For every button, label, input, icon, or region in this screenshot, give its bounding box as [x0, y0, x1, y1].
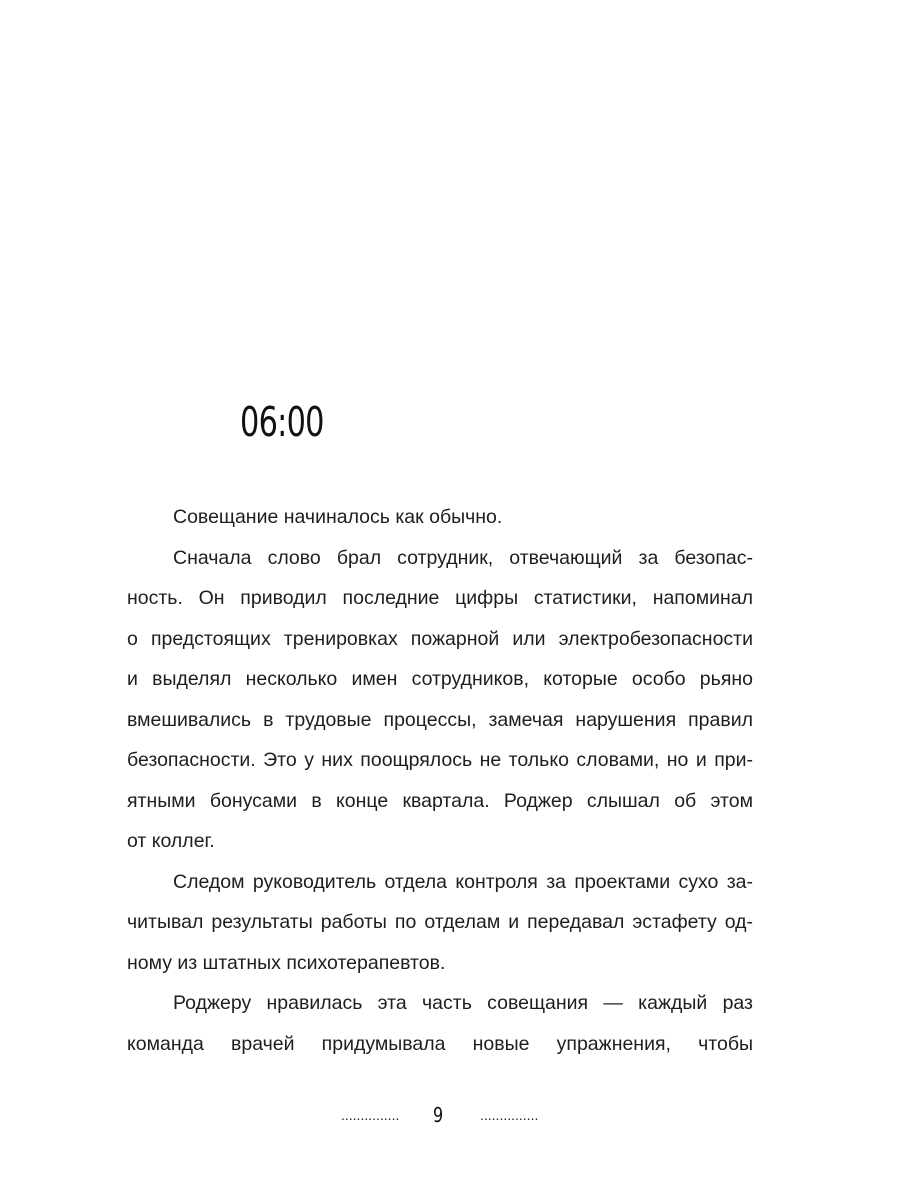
- page-number: 9: [433, 1103, 444, 1127]
- text-line: Роджеру нравилась эта часть совещания — каждый раз: [173, 992, 753, 1014]
- footer-dots-right: ...............: [480, 1107, 539, 1123]
- text-line: и выделял несколько имен сотрудников, которые особо рьяно: [127, 668, 753, 690]
- text-line: ному из штатных психотерапевтов.: [127, 951, 446, 974]
- text-line: ность. Он приводил последние цифры статистики, напоминал: [127, 587, 753, 609]
- text-line: безопасности. Это у них поощрялось не только словами, но и при-: [127, 749, 753, 771]
- text-line: команда врачей придумывала новые упражнения, чтобы: [127, 1032, 753, 1055]
- body-text: [127, 497, 753, 1064]
- text-line: Совещание начиналось как обычно.: [173, 506, 503, 528]
- text-line: от коллег.: [127, 830, 215, 852]
- text-line: вмешивались в трудовые процессы, замечая нарушения правил: [127, 708, 753, 731]
- text-line: ятными бонусами в конце квартала. Роджер слышал об этом: [127, 789, 753, 812]
- footer-dots-left: ...............: [341, 1107, 400, 1123]
- text-line: о предстоящих тренировках пожарной или электробезопасности: [127, 627, 753, 650]
- text-line: Следом руководитель отдела контроля за проектами сухо за-: [173, 870, 753, 893]
- page-footer: [0, 1101, 900, 1131]
- text-line: Сначала слово брал сотрудник, отвечающий за безопас-: [173, 546, 753, 569]
- chapter-title: 06:00: [240, 398, 324, 446]
- text-line: читывал результаты работы по отделам и передавал эстафету од-: [127, 911, 753, 933]
